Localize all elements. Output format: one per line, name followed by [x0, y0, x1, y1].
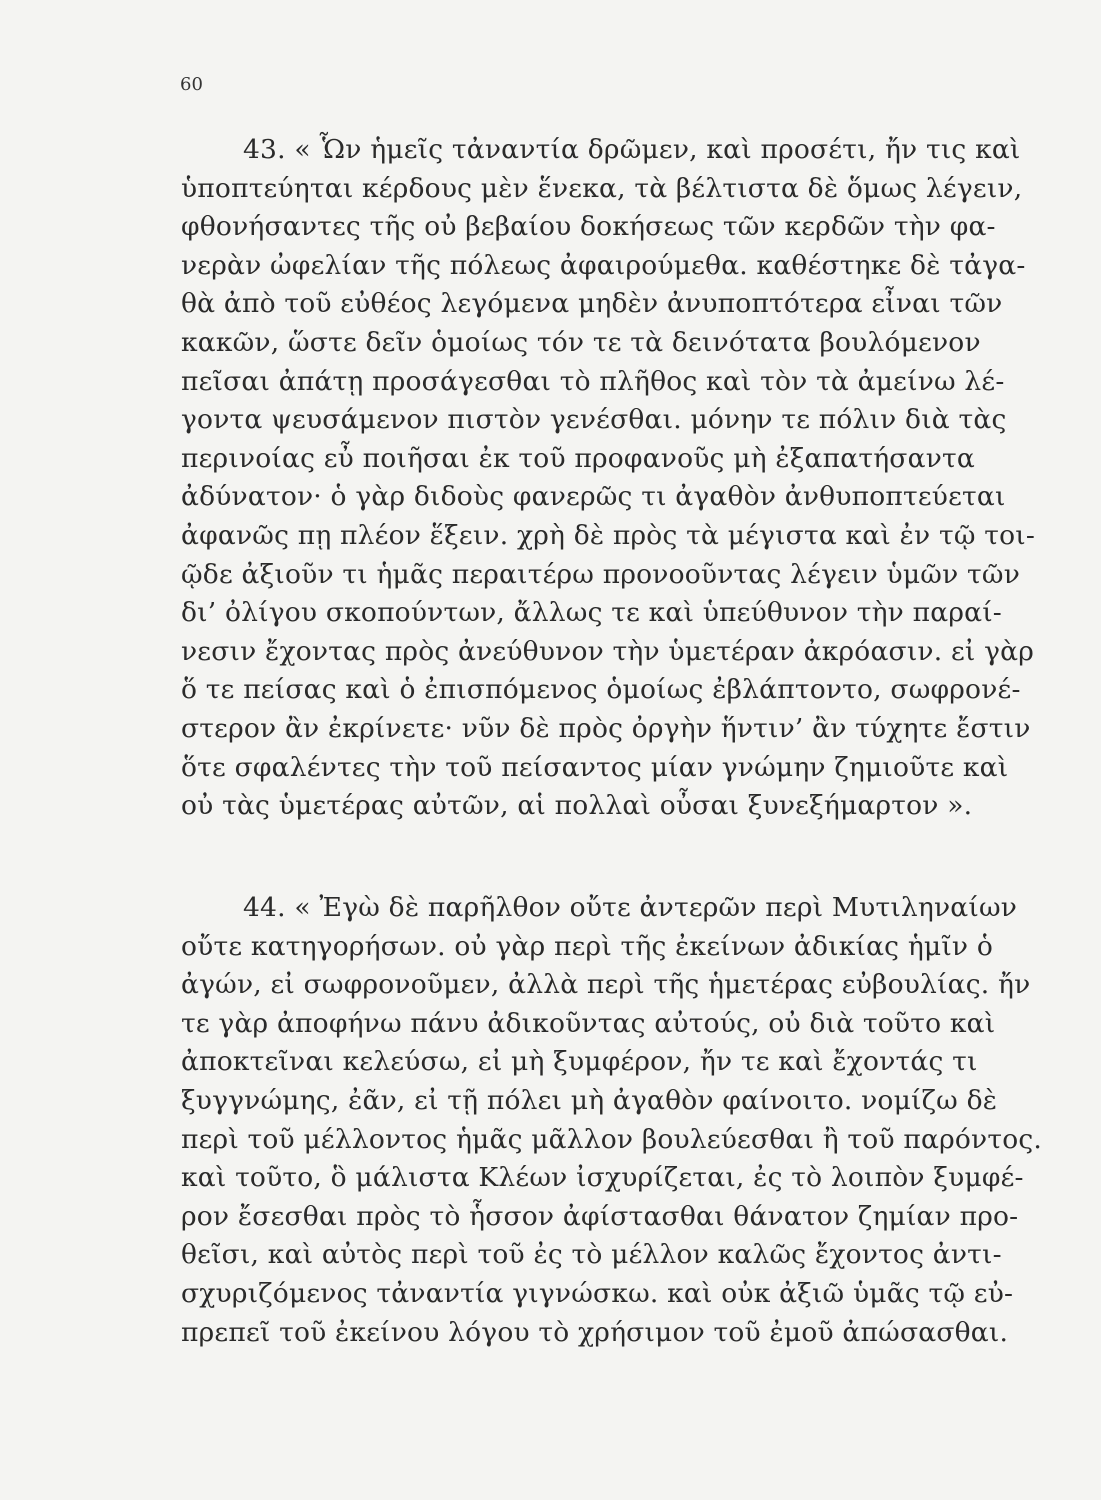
text-line: γοντα ψευσάμενον πιστὸν γενέσθαι. μόνην τε πόλιν διὰ τὰς — [181, 404, 1007, 436]
text-line: σχυριζόμενος τἀναντία γιγνώσκω. καὶ οὐκ ἀξιῶ ὑμᾶς τῷ εὐ- — [181, 1277, 1014, 1309]
text-line: ξυγγνώμης, ἐᾶν, εἰ τῇ πόλει μὴ ἀγαθὸν φαίνοιτο. νομίζω δὲ — [181, 1084, 998, 1116]
text-line: στερον ἂν ἐκρίνετε· νῦν δὲ πρὸς ὀργὴν ἥντιν’ ἂν τύχητε ἔστιν — [181, 712, 1031, 744]
text-line: περὶ τοῦ μέλλοντος ἡμᾶς μᾶλλον βουλεύεσθαι ἢ τοῦ παρόντος. — [181, 1123, 1043, 1155]
text-line: ῷδε ἀξιοῦν τι ἡμᾶς περαιτέρω προνοοῦντας λέγειν ὑμῶν τῶν — [181, 558, 1021, 590]
text-line: θὰ ἀπὸ τοῦ εὐθέος λεγόμενα μηδὲν ἀνυποπτότερα εἶναι τῶν — [181, 288, 1003, 320]
text-line: τε γὰρ ἀποφήνω πάνυ ἀδικοῦντας αὐτούς, οὐ διὰ τοῦτο καὶ — [181, 1007, 996, 1039]
text-line: ἀφανῶς πῃ πλέον ἕξειν. χρὴ δὲ πρὸς τὰ μέγιστα καὶ ἐν τῷ τοι- — [181, 519, 1036, 551]
text-line: θεῖσι, καὶ αὐτὸς περὶ τοῦ ἐς τὸ μέλλον καλῶς ἔχοντος ἀντι- — [181, 1239, 1002, 1271]
text-line: οὐ τὰς ὑμετέρας αὐτῶν, αἱ πολλαὶ οὖσαι ξυνεξήμαρτον ». — [181, 790, 973, 822]
text-line: δι’ ὀλίγου σκοπούντων, ἄλλως τε καὶ ὑπεύθυνον τὴν παραί- — [181, 597, 1002, 629]
text-line: νεσιν ἔχοντας πρὸς ἀνεύθυνον τὴν ὑμετέραν ἀκρόασιν. εἰ γὰρ — [181, 635, 1035, 667]
text-line: καὶ τοῦτο, ὃ μάλιστα Κλέων ἰσχυρίζεται, ἐς τὸ λοιπὸν ξυμφέ- — [181, 1162, 1024, 1194]
text-line: οὔτε κατηγορήσων. οὐ γὰρ περὶ τῆς ἐκείνων ἀδικίας ἡμῖν ὁ — [181, 930, 994, 962]
paragraph-43 — [181, 131, 1036, 826]
text-line: κακῶν, ὥστε δεῖν ὁμοίως τόν τε τὰ δεινότατα βουλόμενον — [181, 326, 981, 358]
text-line: φθονήσαντες τῆς οὐ βεβαίου δοκήσεως τῶν κερδῶν τὴν φα- — [181, 211, 996, 243]
text-line: ἀποκτεῖναι κελεύσω, εἰ μὴ ξυμφέρον, ἤν τε καὶ ἔχοντάς τι — [181, 1046, 978, 1078]
text-line: ὅτε σφαλέντες τὴν τοῦ πείσαντος μίαν γνώμην ζημιοῦτε καὶ — [181, 751, 1009, 783]
text-line: 44. « Ἐγὼ δὲ παρῆλθον οὔτε ἀντερῶν περὶ Μυτιληναίων — [243, 892, 1018, 923]
text-line: ὑποπτεύηται κέρδους μὲν ἕνεκα, τὰ βέλτιστα δὲ ὅμως λέγειν, — [181, 172, 1023, 204]
text-line: ὅ τε πείσας καὶ ὁ ἐπισπόμενος ὁμοίως ἐβλάπτοντο, σωφρονέ- — [181, 674, 1021, 706]
text-line: 43. « Ὧν ἡμεῖς τἀναντία δρῶμεν, καὶ προσέτι, ἤν τις καὶ — [243, 134, 1021, 165]
text-line: πεῖσαι ἀπάτῃ προσάγεσθαι τὸ πλῆθος καὶ τὸν τὰ ἀμείνω λέ- — [181, 365, 1005, 397]
text-line: ρον ἔσεσθαι πρὸς τὸ ἧσσον ἀφίστασθαι θάνατον ζημίαν προ- — [181, 1200, 1019, 1232]
text-line: νερὰν ὠφελίαν τῆς πόλεως ἀφαιρούμεθα. καθέστηκε δὲ τἀγα- — [181, 249, 1026, 281]
page-number: 60 — [180, 74, 203, 95]
paragraph-44 — [181, 889, 1043, 1352]
text-line: ἀγών, εἰ σωφρονοῦμεν, ἀλλὰ περὶ τῆς ἡμετέρας εὐβουλίας. ἤν — [181, 969, 1031, 1001]
text-line: ἀδύνατον· ὁ γὰρ διδοὺς φανερῶς τι ἀγαθὸν ἀνθυποπτεύεται — [181, 481, 1006, 513]
text-line: πρεπεῖ τοῦ ἐκείνου λόγου τὸ χρήσιμον τοῦ ἐμοῦ ἀπώσασθαι. — [181, 1316, 1009, 1348]
text-line: περινοίας εὖ ποιῆσαι ἐκ τοῦ προφανοῦς μὴ ἐξαπατήσαντα — [181, 442, 975, 474]
